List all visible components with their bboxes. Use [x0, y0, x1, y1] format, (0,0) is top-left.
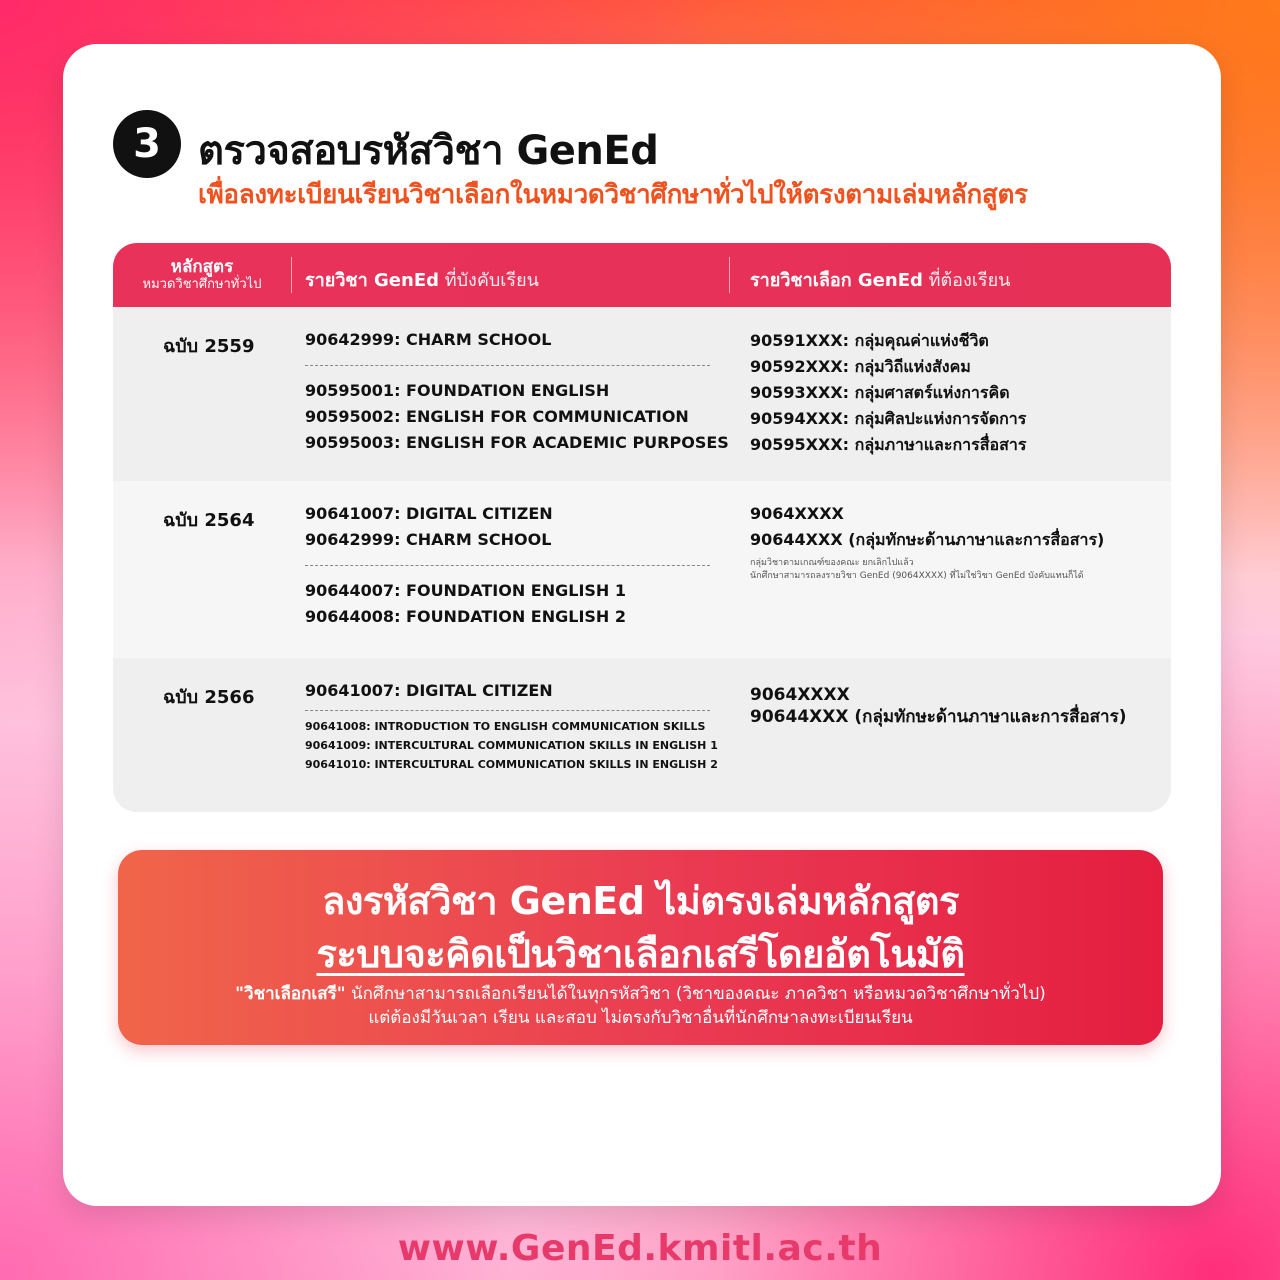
course-item: 90595002: ENGLISH FOR COMMUNICATION — [305, 407, 689, 426]
table-row — [113, 307, 1171, 481]
curriculum-table — [113, 243, 1171, 812]
dashed-divider — [305, 710, 710, 711]
banner-description — [118, 982, 1163, 1030]
header-electives — [750, 265, 1010, 294]
elective-item: 90644XXX (กลุ่มทักษะด้านภาษาและการสื่อสาร) — [750, 707, 1127, 727]
elective-note: นักศึกษาสามารถลงรายวิชา GenEd (9064XXXX) ที่ไม่ใช่วิชา GenEd บังคับแทนก็ได้ — [750, 571, 1084, 581]
page-title: ตรวจสอบรหัสวิชา GenEd — [198, 128, 659, 174]
elective-item: 90593XXX: กลุ่มศาสตร์แห่งการคิด — [750, 383, 1010, 402]
page-subtitle: เพื่อลงทะเบียนเรียนวิชาเลือกในหมวดวิชาศึกษาทั่วไปให้ตรงตามเล่มหลักสูตร — [198, 180, 1028, 210]
elective-item: 90595XXX: กลุ่มภาษาและการสื่อสาร — [750, 435, 1027, 454]
elective-item: 90592XXX: กลุ่มวิถีแห่งสังคม — [750, 357, 971, 376]
elective-courses — [750, 684, 1160, 728]
header-electives-light: ที่ต้องเรียน — [928, 270, 1011, 291]
course-item: 90642999: CHARM SCHOOL — [305, 530, 552, 549]
header-required-light: ที่บังคับเรียน — [444, 270, 539, 291]
required-courses — [305, 678, 735, 774]
warning-banner — [118, 850, 1163, 1045]
banner-subheadline — [118, 923, 1163, 984]
banner-term: "วิชาเลือกเสรี" — [235, 984, 346, 1004]
course-item: 90641007: DIGITAL CITIZEN — [305, 681, 553, 700]
required-courses — [305, 327, 735, 456]
elective-item: 90591XXX: กลุ่มคุณค่าแห่งชีวิต — [750, 331, 989, 350]
banner-desc-2: แต่ต้องมีวันเวลา เรียน และสอบ ไม่ตรงกับวิชาอื่นที่นักศึกษาลงทะเบียนเรียน — [368, 1008, 913, 1028]
course-item: 90595001: FOUNDATION ENGLISH — [305, 381, 610, 400]
table-header — [113, 243, 1171, 307]
header-curriculum-sub: หมวดวิชาศึกษาทั่วไป — [142, 277, 262, 292]
elective-item: 9064XXXX — [750, 504, 844, 523]
curriculum-version: ฉบับ 2564 — [163, 510, 255, 531]
table-row — [113, 658, 1171, 812]
header-electives-bold: รายวิชาเลือก GenEd — [750, 270, 923, 291]
course-item: 90641010: INTERCULTURAL COMMUNICATION SKILLS IN ENGLISH 2 — [305, 758, 718, 771]
table-row — [113, 481, 1171, 658]
elective-item: 90644XXX (กลุ่มทักษะด้านภาษาและการสื่อสาร) — [750, 530, 1105, 549]
course-item: 90642999: CHARM SCHOOL — [305, 330, 552, 349]
header-divider — [729, 257, 730, 293]
elective-courses — [750, 501, 1160, 583]
header-required — [305, 265, 539, 294]
course-item: 90641008: INTRODUCTION TO ENGLISH COMMUNICATION SKILLS — [305, 720, 706, 733]
header-curriculum — [113, 257, 291, 293]
dashed-divider — [305, 365, 710, 366]
course-item: 90595003: ENGLISH FOR ACADEMIC PURPOSES — [305, 433, 729, 452]
course-item: 90644008: FOUNDATION ENGLISH 2 — [305, 607, 627, 626]
website-url[interactable]: www.GenEd.kmitl.ac.th — [397, 1228, 883, 1269]
step-number-badge: 3 — [113, 110, 181, 178]
required-courses — [305, 501, 735, 630]
banner-headline: ลงรหัสวิชา GenEd ไม่ตรงเล่มหลักสูตร — [322, 879, 959, 923]
curriculum-version: ฉบับ 2566 — [163, 687, 255, 708]
dashed-divider — [305, 565, 710, 566]
curriculum-version: ฉบับ 2559 — [163, 336, 255, 357]
elective-courses — [750, 328, 1160, 458]
elective-note: กลุ่มวิชาตามเกณฑ์ของคณะ ยกเลิกไปแล้ว — [750, 558, 914, 568]
course-item: 90644007: FOUNDATION ENGLISH 1 — [305, 581, 627, 600]
header-required-bold: รายวิชา GenEd — [305, 270, 439, 291]
elective-item: 9064XXXX — [750, 685, 850, 705]
banner-subheadline-text: ระบบจะคิดเป็นวิชาเลือกเสรีโดยอัตโนมัติ — [316, 932, 965, 976]
header-curriculum-title: หลักสูตร — [170, 257, 234, 277]
banner-desc-1: นักศึกษาสามารถเลือกเรียนได้ในทุกรหัสวิชา (วิชาของคณะ ภาควิชา หรือหมวดวิชาศึกษาทั่วไป) — [350, 984, 1046, 1004]
course-item: 90641007: DIGITAL CITIZEN — [305, 504, 553, 523]
header-divider — [291, 257, 292, 293]
course-item: 90641009: INTERCULTURAL COMMUNICATION SKILLS IN ENGLISH 1 — [305, 739, 718, 752]
elective-item: 90594XXX: กลุ่มศิลปะแห่งการจัดการ — [750, 409, 1027, 428]
